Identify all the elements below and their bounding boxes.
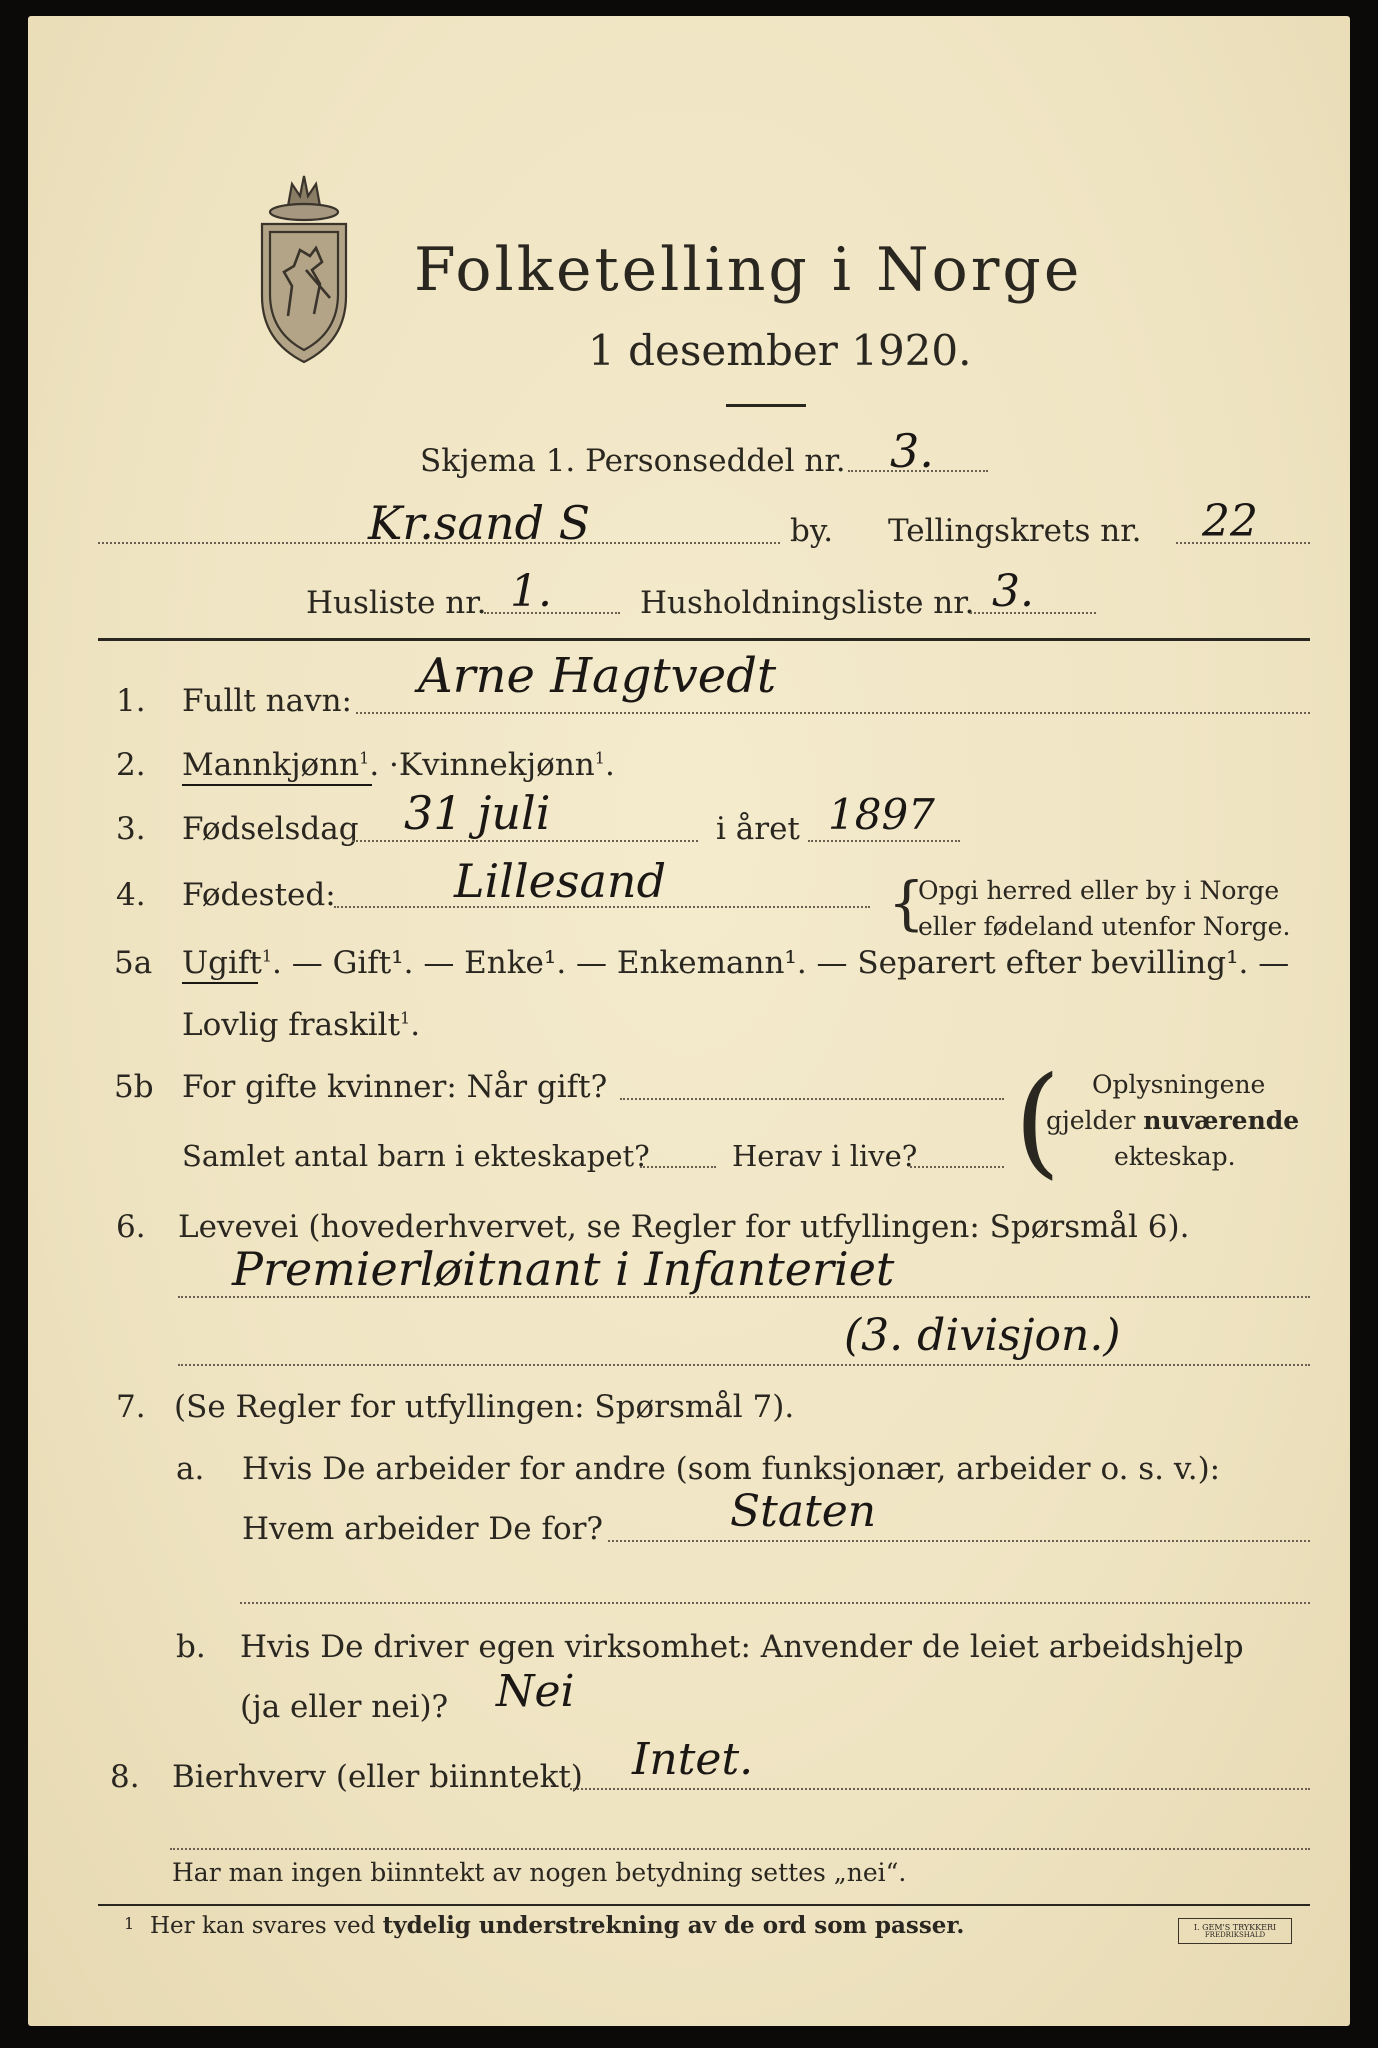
q4-number: 4. [116,877,146,913]
q7-number: 7. [116,1389,146,1425]
q5a-line2: Lovlig fraskilt$^1$. [182,1007,421,1043]
birthplace-value: Lillesand [454,854,667,908]
q7a-line2: Hvem arbeider De for? [242,1511,604,1547]
schema-label: Skjema 1. Personseddel nr. [420,443,846,479]
q1-number: 1. [116,683,146,719]
printer-line-2: FREDRIKSHALD [1204,1930,1266,1939]
footer-divider [170,1848,1310,1850]
q5b-number: 5b [114,1069,154,1105]
husliste-label: Husliste nr. [306,585,487,621]
q3-label: Fødselsdag [182,811,359,847]
q5b-line2b: Herav i live? [732,1139,918,1173]
husliste-line [484,612,620,614]
q7a-line [608,1540,1310,1542]
q5a-options: Ugift$^1$. — Gift¹. — Enke¹. — Enkemann¹. — Separert efter bevilling¹. — [182,945,1290,981]
q3-year-label: i året [716,811,800,847]
town-value: Kr.sand S [368,496,591,550]
footer-note: Har man ingen biinntekt av nogen betydning settes „nei“. [172,1858,907,1887]
q5b-line2a: Samlet antal barn i ekteskapet? [182,1139,650,1173]
hired-help-value: Nei [496,1666,575,1717]
q8-line [570,1788,1310,1790]
q4-note-2: eller fødeland utenfor Norge. [918,912,1291,941]
q5b-note-3: ekteskap. [1114,1142,1236,1171]
tellingskrets-label: Tellingskrets nr. [888,513,1142,549]
husholdning-label: Husholdningsliste nr. [640,585,975,621]
form-title: Folketelling i Norge [414,235,1083,305]
q4-note-1: Opgi herred eller by i Norge [918,876,1280,905]
q6-number: 6. [116,1209,146,1245]
printer-mark [1178,1918,1292,1944]
q5a-number: 5a [114,945,153,981]
q5b-line2b-dots [910,1166,1004,1168]
personseddel-nr: 3. [890,424,934,478]
census-date: 1 desember 1920. [588,326,972,375]
q8-label: Bierhverv (eller biinntekt) [172,1759,583,1795]
q1-line [356,712,1310,714]
q5b-line1-dots [620,1098,1004,1100]
birthday-value: 31 juli [404,786,551,840]
q5b-note-1: Oplysningene [1092,1070,1266,1099]
q2-mannkjonn: Mannkjønn$^1$. ·Kvinnekjønn$^1$. [182,747,615,783]
tellingskrets-nr: 22 [1202,496,1258,547]
q5b-note-2: gjelder nuværende [1046,1106,1300,1135]
q2-number: 2. [116,747,146,783]
q3-number: 3. [116,811,146,847]
printer-line-1: I. GEM'S TRYKKERI [1193,1922,1277,1932]
q5b-line1: For gifte kvinner: Når gift? [182,1069,608,1105]
footnote-divider [98,1904,1310,1906]
q8-number: 8. [110,1759,140,1795]
q7a-letter: a. [176,1451,205,1487]
q4-label: Fødested: [182,877,336,913]
employer-value: Staten [730,1486,877,1537]
q4-brace: { [888,869,925,937]
q6-label: Levevei (hovederhvervet, se Regler for utfyllingen: Spørsmål 6). [178,1209,1190,1245]
q7a-line1: Hvis De arbeider for andre (som funksjonær, arbeider o. s. v.): [242,1451,1221,1487]
by-label: by. [790,513,834,549]
q6-line1 [178,1296,1310,1298]
husholdning-nr: 3. [992,566,1034,617]
q1-label: Fullt navn: [182,683,352,719]
footnote-number: 1 [124,1914,135,1933]
title-divider [726,404,806,407]
q6-line2 [178,1364,1310,1366]
ugift-underline [182,982,258,984]
q3-year-line [808,840,960,842]
header-divider [98,638,1310,641]
mannkjonn-underline [182,784,372,786]
birth-year-value: 1897 [828,790,935,839]
husliste-nr: 1. [510,566,552,617]
q7-label: (Se Regler for utfyllingen: Spørsmål 7). [174,1389,795,1425]
occupation-value-1: Premierløitnant i Infanteriet [232,1242,895,1296]
q7b-letter: b. [176,1629,206,1665]
side-income-value: Intet. [632,1734,754,1785]
full-name-value: Arne Hagtvedt [418,648,777,704]
q7a-extra-line [240,1602,1310,1604]
q3-line [352,840,698,842]
footnote-text: Her kan svares ved tydelig understrekning av de ord som passer. [150,1912,965,1939]
q5b-brace: ( [1014,1052,1061,1191]
q7b-line2: (ja eller nei)? [240,1689,449,1725]
q5b-line2a-dots [640,1166,716,1168]
occupation-value-2: (3. divisjon.) [844,1310,1121,1361]
norwegian-coat-of-arms-icon [248,166,360,366]
q7b-line1: Hvis De driver egen virksomhet: Anvender de leiet arbeidshjelp [240,1629,1244,1665]
